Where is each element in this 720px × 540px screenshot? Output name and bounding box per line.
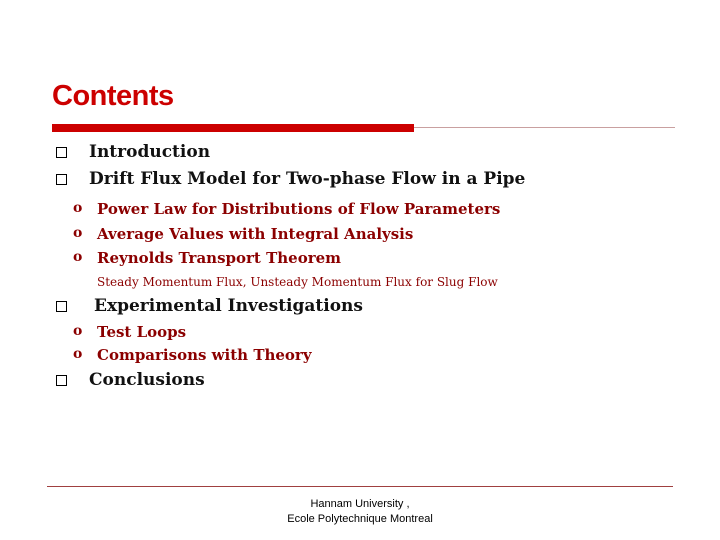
footer-school: Ecole Polytechnique Montreal [287, 513, 433, 525]
square-bullet-icon [56, 174, 67, 185]
toc-item-experimental: Experimental Investigations [94, 296, 363, 316]
round-bullet-icon: o [73, 249, 83, 265]
footer-rule [47, 486, 673, 487]
footer-university: Hannam University , [310, 498, 410, 510]
square-bullet-icon [56, 375, 67, 386]
title-underline-accent [52, 124, 414, 132]
title-underline-rule [414, 127, 675, 128]
footer [230, 497, 490, 527]
toc-subitem-test-loops: Test Loops [97, 323, 187, 341]
slide-title: Contents [52, 80, 174, 112]
round-bullet-icon: o [73, 323, 83, 339]
toc-item-conclusions: Conclusions [89, 370, 205, 390]
round-bullet-icon: o [73, 225, 83, 241]
round-bullet-icon: o [73, 200, 83, 216]
toc-subitem-comparisons: Comparisons with Theory [97, 346, 312, 364]
square-bullet-icon [56, 147, 67, 158]
toc-subsubitem-momentum-flux: Steady Momentum Flux, Unsteady Momentum Flux for Slug Flow [97, 275, 498, 289]
round-bullet-icon: o [73, 346, 83, 362]
toc-subitem-average-values: Average Values with Integral Analysis [97, 225, 414, 243]
square-bullet-icon [56, 301, 67, 312]
toc-item-drift-flux-model: Drift Flux Model for Two-phase Flow in a Pipe [89, 169, 526, 189]
toc-item-introduction: Introduction [89, 142, 211, 162]
toc-subitem-power-law: Power Law for Distributions of Flow Parameters [97, 200, 501, 218]
toc-subitem-reynolds: Reynolds Transport Theorem [97, 249, 342, 267]
